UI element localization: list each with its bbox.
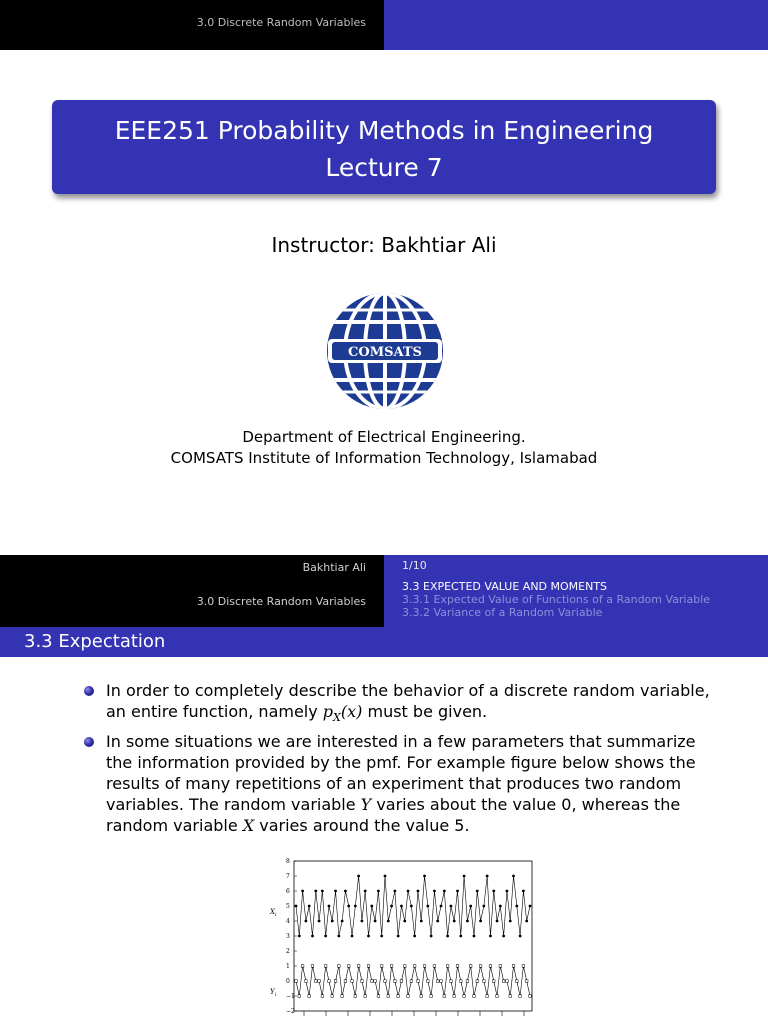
- bullet-text: must be given.: [362, 702, 488, 721]
- series-x-point: [400, 905, 403, 908]
- series-x-point: [459, 935, 462, 938]
- series-y-point: [361, 980, 364, 983]
- series-y-point: [473, 995, 476, 998]
- y-tick-label: 8: [286, 858, 290, 865]
- header-right-cell: [384, 0, 768, 50]
- series-x-point: [512, 875, 515, 878]
- series-x-point: [413, 935, 416, 938]
- series-x-point: [364, 890, 367, 893]
- series-x-point: [453, 920, 456, 923]
- series-x-point: [440, 905, 443, 908]
- series-y-point: [321, 995, 324, 998]
- series-y-point: [384, 980, 387, 983]
- series-x-point: [301, 890, 304, 893]
- series-x-point: [347, 905, 350, 908]
- series-y-point: [390, 965, 393, 968]
- series-y-point: [443, 995, 446, 998]
- y-series-label: $Y_i$: [270, 988, 277, 998]
- series-x-point: [361, 920, 364, 923]
- series-x-point: [456, 890, 459, 893]
- series-y-point: [469, 965, 472, 968]
- series-x-point: [314, 890, 317, 893]
- y-tick-label: 6: [286, 888, 290, 895]
- series-x-point: [298, 935, 301, 938]
- series-y-point: [364, 995, 367, 998]
- footer-right-cell: [384, 555, 768, 627]
- series-y-point: [496, 995, 499, 998]
- y-tick-label: 4: [286, 918, 290, 925]
- series-x-point: [311, 935, 314, 938]
- series-y-point: [334, 980, 337, 983]
- series-x-point: [450, 905, 453, 908]
- series-y-point: [516, 980, 519, 983]
- series-x-point: [486, 875, 489, 878]
- series-x-point: [446, 935, 449, 938]
- series-y-point: [483, 980, 486, 983]
- bullet-icon: [84, 686, 94, 696]
- series-y-point: [318, 980, 321, 983]
- series-x-point: [374, 920, 377, 923]
- variable-y: Y: [360, 795, 372, 815]
- series-y-point: [351, 980, 354, 983]
- footer-left-cell: [0, 555, 384, 627]
- series-x-point: [403, 920, 406, 923]
- department-info: [0, 427, 768, 469]
- y-tick-label: 3: [286, 933, 290, 940]
- bullet-item: [82, 731, 722, 836]
- series-y-point: [502, 980, 505, 983]
- lecture-number: Lecture 7: [325, 153, 443, 182]
- repetition-plot: [262, 852, 546, 1024]
- series-y-point: [525, 980, 528, 983]
- header-section-cell: [0, 0, 384, 50]
- footer-author[interactable]: Bakhtiar Ali: [302, 561, 366, 574]
- y-tick-label: 7: [286, 873, 290, 880]
- series-y-point: [308, 995, 311, 998]
- footer-nav-bar: [0, 555, 768, 627]
- series-x-point: [337, 935, 340, 938]
- footer-section[interactable]: 3.0 Discrete Random Variables: [196, 595, 366, 608]
- series-x-point: [466, 920, 469, 923]
- series-y-point: [305, 980, 308, 983]
- series-x-point: [407, 890, 410, 893]
- series-x-point: [502, 935, 505, 938]
- series-x-point: [324, 935, 327, 938]
- series-x-point: [479, 920, 482, 923]
- series-y-point: [420, 995, 423, 998]
- plot-frame: [294, 861, 532, 1011]
- series-y-point: [450, 980, 453, 983]
- series-y-point: [367, 965, 370, 968]
- series-x-point: [430, 935, 433, 938]
- series-x-point: [417, 890, 420, 893]
- institute-name: COMSATS Institute of Information Technology, Islamabad: [170, 449, 598, 467]
- series-x-point: [328, 905, 331, 908]
- series-y-point: [433, 965, 436, 968]
- series-y-point: [354, 995, 357, 998]
- series-x-point: [522, 890, 525, 893]
- series-x-point: [334, 890, 337, 893]
- series-x-point: [489, 935, 492, 938]
- series-y-point: [427, 980, 430, 983]
- series-y-point: [486, 995, 489, 998]
- series-y-point: [456, 965, 459, 968]
- series-y-point: [357, 965, 360, 968]
- series-y-point: [387, 995, 390, 998]
- series-x-line: [296, 876, 530, 936]
- series-y-point: [341, 995, 344, 998]
- series-x-point: [476, 890, 479, 893]
- nav-item-expected-value[interactable]: 3.3 EXPECTED VALUE AND MOMENTS: [402, 580, 608, 593]
- series-x-point: [492, 890, 495, 893]
- series-x-point: [295, 905, 298, 908]
- series-x-point: [351, 935, 354, 938]
- series-x-point: [367, 935, 370, 938]
- series-x-point: [384, 875, 387, 878]
- series-y-point: [400, 980, 403, 983]
- bullet-text: In order to completely describe the behavior of a discrete random variable, an entire function, namely: [106, 681, 710, 721]
- series-x-point: [443, 890, 446, 893]
- series-x-point: [426, 905, 429, 908]
- bullet-text: In some situations we are interested in a few parameters that summarize the information provided by the pmf. For example figure below shows the results of many repetitions of an experiment that produces two random variables. The random variable: [106, 732, 696, 815]
- series-y-point: [479, 965, 482, 968]
- series-x-point: [463, 875, 466, 878]
- series-y-point: [463, 995, 466, 998]
- series-x-point: [469, 905, 472, 908]
- series-x-point: [397, 935, 400, 938]
- y-tick-label: 1: [286, 963, 290, 970]
- lecture-title-block: [52, 100, 716, 194]
- series-x-point: [318, 920, 321, 923]
- series-y-point: [453, 995, 456, 998]
- series-x-point: [344, 890, 347, 893]
- series-x-point: [529, 905, 532, 908]
- series-x-point: [506, 890, 509, 893]
- bullet-icon: [84, 737, 94, 747]
- series-x-point: [433, 890, 436, 893]
- series-x-point: [420, 920, 423, 923]
- series-x-point: [321, 890, 324, 893]
- series-x-point: [341, 920, 344, 923]
- series-y-point: [311, 965, 314, 968]
- series-y-point: [394, 980, 397, 983]
- series-x-point: [393, 890, 396, 893]
- series-y-point: [377, 995, 380, 998]
- series-x-point: [331, 920, 334, 923]
- series-y-point: [295, 980, 298, 983]
- series-y-point: [446, 965, 449, 968]
- series-y-point: [512, 965, 515, 968]
- series-x-point: [499, 905, 502, 908]
- series-y-point: [347, 965, 350, 968]
- series-x-point: [387, 920, 390, 923]
- series-x-point: [525, 920, 528, 923]
- series-y-point: [459, 980, 462, 983]
- series-y-point: [397, 995, 400, 998]
- top-header-bar: [0, 0, 768, 50]
- series-y-point: [440, 980, 443, 983]
- lecture-title: EEE251 Probability Methods in Engineering: [114, 116, 654, 145]
- instructor-name: Instructor: Bakhtiar Ali: [271, 233, 497, 257]
- variable-x: X: [242, 816, 255, 836]
- page-number: 1/10: [402, 559, 427, 572]
- header-section-label[interactable]: 3.0 Discrete Random Variables: [196, 16, 366, 29]
- bullet-text: varies about the value 0, whereas the random variable: [106, 795, 681, 836]
- series-y-point: [413, 965, 416, 968]
- y-tick-label: −2: [286, 1008, 295, 1015]
- bullet-list: [82, 680, 722, 839]
- y-tick-label: 2: [286, 948, 290, 955]
- y-tick-label: 5: [286, 903, 290, 910]
- series-y-point: [344, 980, 347, 983]
- series-y-point: [436, 980, 439, 983]
- bullet-item: [82, 680, 722, 728]
- series-y-point: [529, 995, 532, 998]
- series-y-point: [324, 965, 327, 968]
- series-y-point: [338, 965, 341, 968]
- series-x-point: [496, 920, 499, 923]
- series-y-point: [522, 965, 525, 968]
- series-y-point: [301, 965, 304, 968]
- series-y-point: [374, 980, 377, 983]
- comsats-logo: [326, 292, 444, 410]
- series-x-point: [354, 905, 357, 908]
- pmf-symbol: $p_X(x)$: [322, 702, 363, 725]
- series-y-point: [417, 980, 420, 983]
- series-y-point: [298, 995, 301, 998]
- series-y-point: [410, 980, 413, 983]
- series-y-point: [519, 995, 522, 998]
- nav-item-functions[interactable]: 3.3.1 Expected Value of Functions of a Random Variable: [402, 593, 711, 606]
- series-y-point: [331, 995, 334, 998]
- series-y-point: [466, 980, 469, 983]
- series-y-point: [499, 965, 502, 968]
- series-x-point: [380, 935, 383, 938]
- series-x-point: [390, 905, 393, 908]
- series-x-point: [410, 905, 413, 908]
- series-x-point: [519, 935, 522, 938]
- series-x-point: [509, 920, 512, 923]
- series-x-point: [515, 905, 518, 908]
- series-y-point: [430, 995, 433, 998]
- series-x-point: [308, 905, 311, 908]
- logo-wordmark: COMSATS: [348, 345, 422, 360]
- series-y-point: [509, 995, 512, 998]
- series-x-point: [423, 875, 426, 878]
- series-y-point: [476, 980, 479, 983]
- series-y-point: [371, 980, 374, 983]
- series-y-point: [403, 965, 406, 968]
- department-name: Department of Electrical Engineering.: [242, 428, 526, 446]
- series-x-point: [377, 890, 380, 893]
- bullet-text: varies around the value 5.: [254, 816, 470, 836]
- series-y-point: [489, 965, 492, 968]
- series-x-point: [436, 920, 439, 923]
- series-x-point: [304, 920, 307, 923]
- series-y-point: [380, 965, 383, 968]
- series-y-point: [492, 980, 495, 983]
- x-series-label: $X_i$: [270, 908, 277, 918]
- series-y-point: [423, 965, 426, 968]
- nav-item-variance[interactable]: 3.3.2 Variance of a Random Variable: [402, 606, 603, 619]
- series-y-point: [328, 980, 331, 983]
- series-x-point: [357, 875, 360, 878]
- series-y-point: [407, 995, 410, 998]
- frame-title: 3.3 Expectation: [0, 627, 768, 657]
- series-y-point: [314, 980, 317, 983]
- y-tick-label: −1: [286, 993, 295, 1000]
- series-x-point: [482, 905, 485, 908]
- series-x-point: [370, 905, 373, 908]
- series-x-point: [473, 935, 476, 938]
- y-tick-label: 0: [286, 978, 290, 985]
- series-y-point: [506, 980, 509, 983]
